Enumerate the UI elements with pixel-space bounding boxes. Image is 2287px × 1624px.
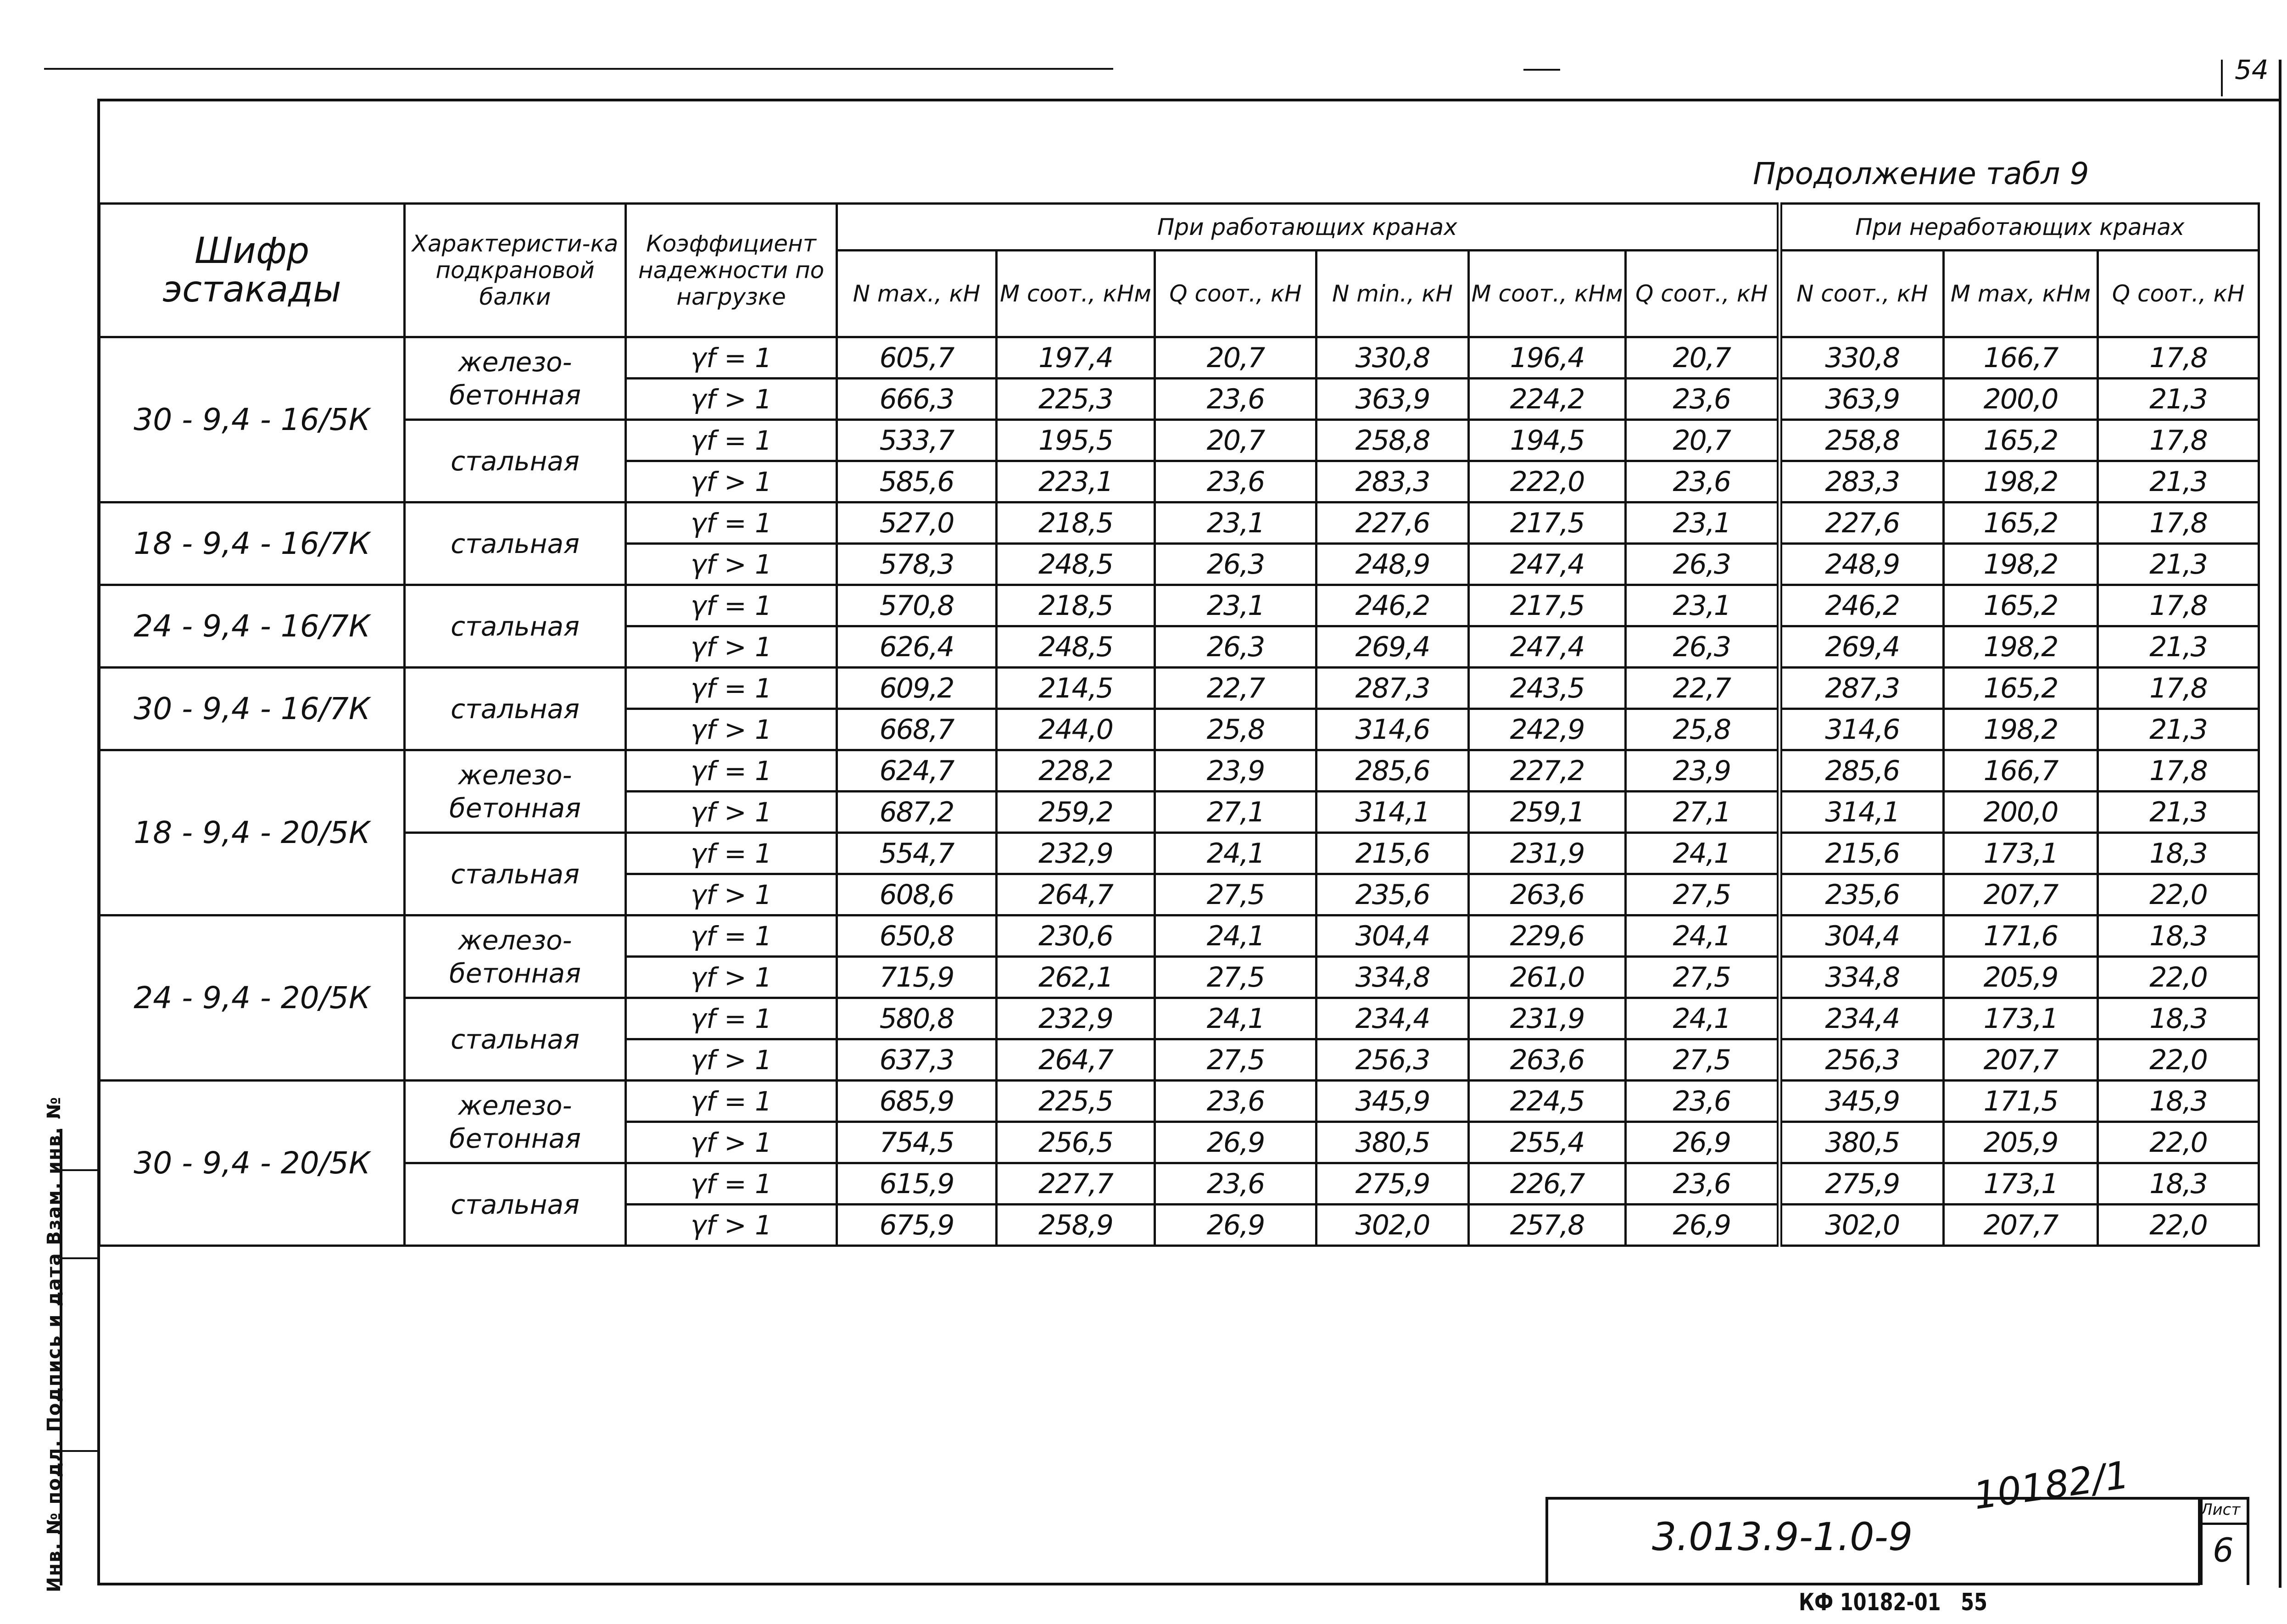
value-cell: 18,3 bbox=[2098, 1081, 2259, 1122]
load-factor: γf = 1 bbox=[626, 420, 837, 461]
value-cell: 227,2 bbox=[1469, 750, 1626, 792]
value-cell: 232,9 bbox=[997, 998, 1155, 1039]
beam-type: железо-бетонная bbox=[405, 337, 626, 420]
estacade-code: 24 - 9,4 - 16/7К bbox=[100, 585, 405, 668]
value-cell: 248,5 bbox=[997, 544, 1155, 585]
value-cell: 666,3 bbox=[837, 379, 997, 420]
page-number: 54 bbox=[2235, 54, 2269, 85]
estacade-code: 24 - 9,4 - 20/5К bbox=[100, 915, 405, 1081]
value-cell: 21,3 bbox=[2098, 379, 2259, 420]
value-cell: 283,3 bbox=[1316, 461, 1469, 502]
value-cell: 580,8 bbox=[837, 998, 997, 1039]
value-cell: 687,2 bbox=[837, 792, 997, 833]
value-cell: 217,5 bbox=[1469, 585, 1626, 626]
value-cell: 227,7 bbox=[997, 1163, 1155, 1205]
value-cell: 247,4 bbox=[1469, 626, 1626, 668]
load-factor: γf = 1 bbox=[626, 668, 837, 709]
value-cell: 285,6 bbox=[1779, 750, 1944, 792]
value-cell: 198,2 bbox=[1944, 626, 2098, 668]
value-cell: 165,2 bbox=[1944, 502, 2098, 544]
value-cell: 527,0 bbox=[837, 502, 997, 544]
table-row bbox=[100, 1081, 2259, 1122]
value-cell: 258,8 bbox=[1316, 420, 1469, 461]
value-cell: 668,7 bbox=[837, 709, 997, 750]
value-cell: 18,3 bbox=[2098, 915, 2259, 957]
value-cell: 23,1 bbox=[1626, 502, 1779, 544]
value-cell: 198,2 bbox=[1944, 544, 2098, 585]
value-cell: 650,8 bbox=[837, 915, 997, 957]
value-cell: 21,3 bbox=[2098, 709, 2259, 750]
value-cell: 626,4 bbox=[837, 626, 997, 668]
value-cell: 27,5 bbox=[1626, 874, 1779, 915]
value-cell: 554,7 bbox=[837, 833, 997, 874]
value-cell: 363,9 bbox=[1316, 379, 1469, 420]
value-cell: 533,7 bbox=[837, 420, 997, 461]
value-cell: 246,2 bbox=[1779, 585, 1944, 626]
value-cell: 285,6 bbox=[1316, 750, 1469, 792]
value-cell: 222,0 bbox=[1469, 461, 1626, 502]
value-cell: 207,7 bbox=[1944, 1039, 2098, 1081]
value-cell: 609,2 bbox=[837, 668, 997, 709]
value-cell: 20,7 bbox=[1626, 420, 1779, 461]
value-cell: 258,9 bbox=[997, 1205, 1155, 1246]
value-cell: 624,7 bbox=[837, 750, 997, 792]
sheet-number: 6 bbox=[2213, 1531, 2234, 1569]
column-header: N max., кН bbox=[837, 251, 997, 337]
value-cell: 27,5 bbox=[1626, 957, 1779, 998]
value-cell: 200,0 bbox=[1944, 379, 2098, 420]
value-cell: 234,4 bbox=[1779, 998, 1944, 1039]
value-cell: 256,5 bbox=[997, 1122, 1155, 1163]
value-cell: 314,6 bbox=[1779, 709, 1944, 750]
beam-type: стальная bbox=[405, 833, 626, 915]
table-row bbox=[100, 420, 2259, 461]
value-cell: 578,3 bbox=[837, 544, 997, 585]
value-cell: 27,5 bbox=[1626, 1039, 1779, 1081]
value-cell: 334,8 bbox=[1779, 957, 1944, 998]
value-cell: 231,9 bbox=[1469, 833, 1626, 874]
value-cell: 17,8 bbox=[2098, 585, 2259, 626]
value-cell: 302,0 bbox=[1316, 1205, 1469, 1246]
load-factor: γf > 1 bbox=[626, 957, 837, 998]
value-cell: 256,3 bbox=[1316, 1039, 1469, 1081]
value-cell: 256,3 bbox=[1779, 1039, 1944, 1081]
value-cell: 22,7 bbox=[1155, 668, 1316, 709]
value-cell: 314,1 bbox=[1316, 792, 1469, 833]
value-cell: 637,3 bbox=[837, 1039, 997, 1081]
value-cell: 20,7 bbox=[1155, 337, 1316, 379]
value-cell: 27,1 bbox=[1626, 792, 1779, 833]
value-cell: 345,9 bbox=[1316, 1081, 1469, 1122]
margin-hline-1 bbox=[60, 1169, 98, 1171]
value-cell: 215,6 bbox=[1779, 833, 1944, 874]
page-number-divider bbox=[2221, 60, 2223, 96]
sheet-label: Лист bbox=[2201, 1501, 2241, 1519]
value-cell: 218,5 bbox=[997, 502, 1155, 544]
header-coef: Коэффициент надежности по нагрузке bbox=[626, 204, 837, 337]
load-factor: γf = 1 bbox=[626, 1081, 837, 1122]
value-cell: 259,1 bbox=[1469, 792, 1626, 833]
value-cell: 17,8 bbox=[2098, 668, 2259, 709]
value-cell: 230,6 bbox=[997, 915, 1155, 957]
table-row bbox=[100, 833, 2259, 874]
value-cell: 23,9 bbox=[1155, 750, 1316, 792]
value-cell: 227,6 bbox=[1779, 502, 1944, 544]
value-cell: 23,9 bbox=[1626, 750, 1779, 792]
frame-right bbox=[2279, 60, 2281, 1588]
load-factor: γf > 1 bbox=[626, 1205, 837, 1246]
value-cell: 25,8 bbox=[1155, 709, 1316, 750]
value-cell: 24,1 bbox=[1155, 915, 1316, 957]
value-cell: 226,7 bbox=[1469, 1163, 1626, 1205]
value-cell: 232,9 bbox=[997, 833, 1155, 874]
value-cell: 24,1 bbox=[1155, 998, 1316, 1039]
column-header: Q соот., кН bbox=[1155, 251, 1316, 337]
value-cell: 263,6 bbox=[1469, 1039, 1626, 1081]
value-cell: 25,8 bbox=[1626, 709, 1779, 750]
value-cell: 275,9 bbox=[1316, 1163, 1469, 1205]
value-cell: 225,5 bbox=[997, 1081, 1155, 1122]
value-cell: 257,8 bbox=[1469, 1205, 1626, 1246]
load-factor: γf > 1 bbox=[626, 379, 837, 420]
beam-type: железо-бетонная bbox=[405, 915, 626, 998]
header-working-cranes: При работающих кранах bbox=[837, 204, 1779, 251]
value-cell: 244,0 bbox=[997, 709, 1155, 750]
value-cell: 22,0 bbox=[2098, 1205, 2259, 1246]
margin-hline-3 bbox=[60, 1450, 98, 1452]
value-cell: 23,6 bbox=[1155, 1163, 1316, 1205]
value-cell: 22,0 bbox=[2098, 1122, 2259, 1163]
value-cell: 225,3 bbox=[997, 379, 1155, 420]
top-dash bbox=[1523, 69, 1560, 71]
load-factor: γf > 1 bbox=[626, 626, 837, 668]
value-cell: 223,1 bbox=[997, 461, 1155, 502]
value-cell: 23,1 bbox=[1155, 502, 1316, 544]
value-cell: 165,2 bbox=[1944, 668, 2098, 709]
value-cell: 330,8 bbox=[1779, 337, 1944, 379]
value-cell: 21,3 bbox=[2098, 544, 2259, 585]
value-cell: 334,8 bbox=[1316, 957, 1469, 998]
value-cell: 26,3 bbox=[1626, 544, 1779, 585]
load-factor: γf > 1 bbox=[626, 461, 837, 502]
column-header: Q соот., кН bbox=[1626, 251, 1779, 337]
document-code: 3.013.9-1.0-9 bbox=[1652, 1514, 1913, 1559]
value-cell: 242,9 bbox=[1469, 709, 1626, 750]
value-cell: 715,9 bbox=[837, 957, 997, 998]
value-cell: 196,4 bbox=[1469, 337, 1626, 379]
value-cell: 22,0 bbox=[2098, 957, 2259, 998]
value-cell: 205,9 bbox=[1944, 1122, 2098, 1163]
value-cell: 207,7 bbox=[1944, 1205, 2098, 1246]
value-cell: 302,0 bbox=[1779, 1205, 1944, 1246]
value-cell: 283,3 bbox=[1779, 461, 1944, 502]
beam-type: железо-бетонная bbox=[405, 1081, 626, 1163]
estacade-code: 30 - 9,4 - 20/5К bbox=[100, 1081, 405, 1246]
value-cell: 234,4 bbox=[1316, 998, 1469, 1039]
value-cell: 314,6 bbox=[1316, 709, 1469, 750]
value-cell: 258,8 bbox=[1779, 420, 1944, 461]
header-code: Шифр эстакады bbox=[100, 204, 405, 337]
value-cell: 275,9 bbox=[1779, 1163, 1944, 1205]
value-cell: 21,3 bbox=[2098, 626, 2259, 668]
value-cell: 23,1 bbox=[1155, 585, 1316, 626]
value-cell: 380,5 bbox=[1316, 1122, 1469, 1163]
value-cell: 21,3 bbox=[2098, 792, 2259, 833]
table-row bbox=[100, 337, 2259, 379]
estacade-code: 30 - 9,4 - 16/7К bbox=[100, 668, 405, 750]
load-factor: γf = 1 bbox=[626, 585, 837, 626]
top-rule bbox=[44, 68, 1113, 70]
value-cell: 330,8 bbox=[1316, 337, 1469, 379]
value-cell: 608,6 bbox=[837, 874, 997, 915]
load-factor: γf > 1 bbox=[626, 1122, 837, 1163]
value-cell: 195,5 bbox=[997, 420, 1155, 461]
load-factor: γf > 1 bbox=[626, 792, 837, 833]
value-cell: 287,3 bbox=[1779, 668, 1944, 709]
value-cell: 20,7 bbox=[1626, 337, 1779, 379]
value-cell: 264,7 bbox=[997, 874, 1155, 915]
value-cell: 255,4 bbox=[1469, 1122, 1626, 1163]
load-factor: γf > 1 bbox=[626, 1039, 837, 1081]
value-cell: 26,9 bbox=[1626, 1205, 1779, 1246]
margin-hline-2 bbox=[60, 1257, 98, 1259]
value-cell: 605,7 bbox=[837, 337, 997, 379]
value-cell: 24,1 bbox=[1626, 915, 1779, 957]
value-cell: 247,4 bbox=[1469, 544, 1626, 585]
column-header: M соот., кНм bbox=[997, 251, 1155, 337]
value-cell: 235,6 bbox=[1316, 874, 1469, 915]
value-cell: 754,5 bbox=[837, 1122, 997, 1163]
beam-type: стальная bbox=[405, 998, 626, 1081]
column-header: M max, кНм bbox=[1944, 251, 2098, 337]
table-row bbox=[100, 585, 2259, 626]
value-cell: 166,7 bbox=[1944, 337, 2098, 379]
table-row bbox=[100, 1163, 2259, 1205]
load-factor: γf = 1 bbox=[626, 750, 837, 792]
value-cell: 24,1 bbox=[1155, 833, 1316, 874]
value-cell: 171,5 bbox=[1944, 1081, 2098, 1122]
table-row bbox=[100, 502, 2259, 544]
column-header: Q соот., кН bbox=[2098, 251, 2259, 337]
value-cell: 26,3 bbox=[1155, 626, 1316, 668]
load-factor: γf > 1 bbox=[626, 874, 837, 915]
value-cell: 197,4 bbox=[997, 337, 1155, 379]
load-factor: γf = 1 bbox=[626, 337, 837, 379]
estacade-code: 18 - 9,4 - 16/7К bbox=[100, 502, 405, 585]
value-cell: 26,9 bbox=[1155, 1122, 1316, 1163]
archive-code: КФ 10182-01 55 bbox=[1799, 1589, 1987, 1616]
value-cell: 171,6 bbox=[1944, 915, 2098, 957]
value-cell: 165,2 bbox=[1944, 420, 2098, 461]
load-factor: γf = 1 bbox=[626, 833, 837, 874]
estacade-code: 18 - 9,4 - 20/5К bbox=[100, 750, 405, 915]
table-row bbox=[100, 915, 2259, 957]
beam-type: стальная bbox=[405, 585, 626, 668]
value-cell: 243,5 bbox=[1469, 668, 1626, 709]
value-cell: 314,1 bbox=[1779, 792, 1944, 833]
value-cell: 17,8 bbox=[2098, 337, 2259, 379]
value-cell: 26,9 bbox=[1626, 1122, 1779, 1163]
value-cell: 17,8 bbox=[2098, 750, 2259, 792]
value-cell: 166,7 bbox=[1944, 750, 2098, 792]
value-cell: 248,9 bbox=[1316, 544, 1469, 585]
value-cell: 269,4 bbox=[1779, 626, 1944, 668]
value-cell: 22,7 bbox=[1626, 668, 1779, 709]
beam-type: стальная bbox=[405, 420, 626, 502]
load-factor: γf = 1 bbox=[626, 1163, 837, 1205]
value-cell: 26,3 bbox=[1626, 626, 1779, 668]
value-cell: 214,5 bbox=[997, 668, 1155, 709]
value-cell: 23,1 bbox=[1626, 585, 1779, 626]
value-cell: 24,1 bbox=[1626, 833, 1779, 874]
value-cell: 363,9 bbox=[1779, 379, 1944, 420]
value-cell: 22,0 bbox=[2098, 1039, 2259, 1081]
value-cell: 246,2 bbox=[1316, 585, 1469, 626]
value-cell: 264,7 bbox=[997, 1039, 1155, 1081]
header-idle-cranes: При неработающих кранах bbox=[1779, 204, 2259, 251]
value-cell: 205,9 bbox=[1944, 957, 2098, 998]
value-cell: 248,5 bbox=[997, 626, 1155, 668]
value-cell: 235,6 bbox=[1779, 874, 1944, 915]
estacade-code: 30 - 9,4 - 16/5К bbox=[100, 337, 405, 502]
column-header: N min., кН bbox=[1316, 251, 1469, 337]
value-cell: 27,5 bbox=[1155, 957, 1316, 998]
value-cell: 23,6 bbox=[1155, 461, 1316, 502]
value-cell: 685,9 bbox=[837, 1081, 997, 1122]
value-cell: 173,1 bbox=[1944, 998, 2098, 1039]
value-cell: 24,1 bbox=[1626, 998, 1779, 1039]
value-cell: 262,1 bbox=[997, 957, 1155, 998]
frame-top bbox=[98, 99, 2280, 101]
value-cell: 304,4 bbox=[1316, 915, 1469, 957]
value-cell: 227,6 bbox=[1316, 502, 1469, 544]
load-factor: γf = 1 bbox=[626, 915, 837, 957]
header-row-1 bbox=[100, 204, 2259, 251]
value-cell: 26,9 bbox=[1155, 1205, 1316, 1246]
inventory-note: 10182/1 bbox=[1971, 1453, 2132, 1518]
beam-type: стальная bbox=[405, 502, 626, 585]
value-cell: 22,0 bbox=[2098, 874, 2259, 915]
value-cell: 215,6 bbox=[1316, 833, 1469, 874]
value-cell: 263,6 bbox=[1469, 874, 1626, 915]
value-cell: 23,6 bbox=[1155, 379, 1316, 420]
table-caption: Продолжение табл 9 bbox=[1753, 156, 2089, 191]
value-cell: 615,9 bbox=[837, 1163, 997, 1205]
beam-type: стальная bbox=[405, 668, 626, 750]
value-cell: 224,2 bbox=[1469, 379, 1626, 420]
table-row bbox=[100, 668, 2259, 709]
value-cell: 198,2 bbox=[1944, 709, 2098, 750]
value-cell: 173,1 bbox=[1944, 833, 2098, 874]
value-cell: 173,1 bbox=[1944, 1163, 2098, 1205]
value-cell: 17,8 bbox=[2098, 502, 2259, 544]
value-cell: 20,7 bbox=[1155, 420, 1316, 461]
value-cell: 269,4 bbox=[1316, 626, 1469, 668]
value-cell: 23,6 bbox=[1626, 461, 1779, 502]
value-cell: 261,0 bbox=[1469, 957, 1626, 998]
header-beam: Характеристи-ка подкрановой балки bbox=[405, 204, 626, 337]
value-cell: 207,7 bbox=[1944, 874, 2098, 915]
value-cell: 229,6 bbox=[1469, 915, 1626, 957]
value-cell: 21,3 bbox=[2098, 461, 2259, 502]
value-cell: 304,4 bbox=[1779, 915, 1944, 957]
load-factor: γf = 1 bbox=[626, 502, 837, 544]
value-cell: 570,8 bbox=[837, 585, 997, 626]
column-header: M соот., кНм bbox=[1469, 251, 1626, 337]
value-cell: 23,6 bbox=[1626, 1163, 1779, 1205]
value-cell: 27,5 bbox=[1155, 1039, 1316, 1081]
margin-stamp-text: Инв. № подл. Подпись и дата Взам. инв. № bbox=[44, 1096, 65, 1592]
value-cell: 23,6 bbox=[1155, 1081, 1316, 1122]
value-cell: 165,2 bbox=[1944, 585, 2098, 626]
value-cell: 380,5 bbox=[1779, 1122, 1944, 1163]
value-cell: 675,9 bbox=[837, 1205, 997, 1246]
value-cell: 585,6 bbox=[837, 461, 997, 502]
load-factor: γf > 1 bbox=[626, 709, 837, 750]
value-cell: 23,6 bbox=[1626, 1081, 1779, 1122]
value-cell: 18,3 bbox=[2098, 833, 2259, 874]
value-cell: 217,5 bbox=[1469, 502, 1626, 544]
value-cell: 198,2 bbox=[1944, 461, 2098, 502]
table-row bbox=[100, 998, 2259, 1039]
value-cell: 345,9 bbox=[1779, 1081, 1944, 1122]
value-cell: 248,9 bbox=[1779, 544, 1944, 585]
value-cell: 224,5 bbox=[1469, 1081, 1626, 1122]
value-cell: 287,3 bbox=[1316, 668, 1469, 709]
load-factor: γf = 1 bbox=[626, 998, 837, 1039]
value-cell: 200,0 bbox=[1944, 792, 2098, 833]
value-cell: 18,3 bbox=[2098, 1163, 2259, 1205]
value-cell: 218,5 bbox=[997, 585, 1155, 626]
value-cell: 194,5 bbox=[1469, 420, 1626, 461]
table-row bbox=[100, 750, 2259, 792]
value-cell: 27,5 bbox=[1155, 874, 1316, 915]
value-cell: 27,1 bbox=[1155, 792, 1316, 833]
value-cell: 18,3 bbox=[2098, 998, 2259, 1039]
value-cell: 26,3 bbox=[1155, 544, 1316, 585]
value-cell: 23,6 bbox=[1626, 379, 1779, 420]
sheet-box-divider bbox=[2198, 1523, 2247, 1525]
beam-type: стальная bbox=[405, 1163, 626, 1246]
column-header: N соот., кН bbox=[1779, 251, 1944, 337]
load-factor: γf > 1 bbox=[626, 544, 837, 585]
value-cell: 228,2 bbox=[997, 750, 1155, 792]
forces-table bbox=[98, 202, 2260, 1247]
value-cell: 17,8 bbox=[2098, 420, 2259, 461]
value-cell: 231,9 bbox=[1469, 998, 1626, 1039]
beam-type: железо-бетонная bbox=[405, 750, 626, 833]
value-cell: 259,2 bbox=[997, 792, 1155, 833]
